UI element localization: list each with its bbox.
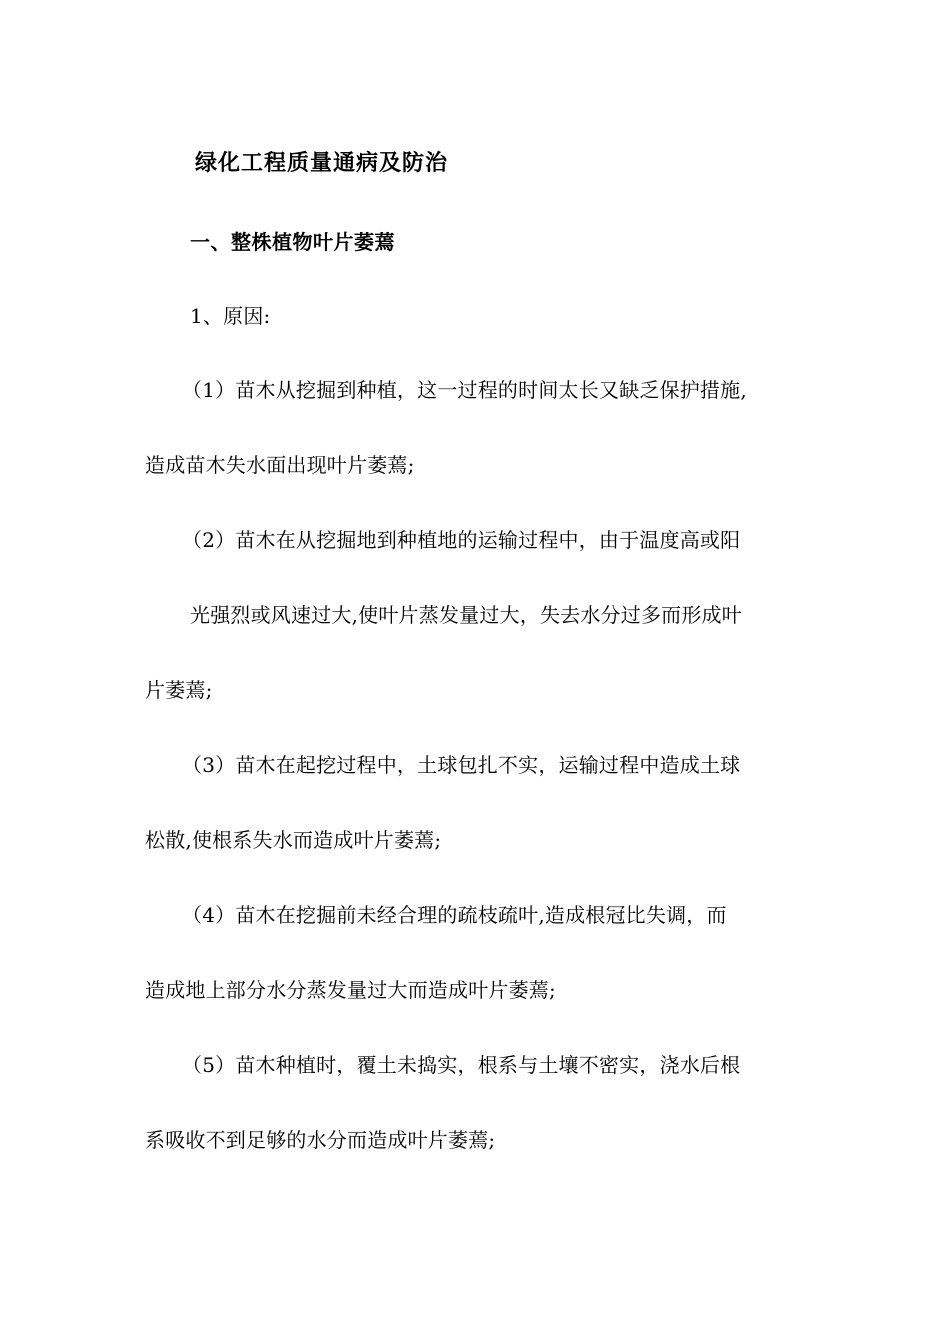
paragraph-line: （4）苗木在挖掘前未经合理的疏枝疏叶,造成根冠比失调，而 [182,903,727,927]
subsection-label: 1、原因: [190,304,271,328]
paragraph-line: 松散,使根系失水而造成叶片萎蔫; [145,828,442,852]
paragraph-line: （5）苗木种植时，覆土未捣实，根系与土壤不密实，浇水后根 [182,1053,741,1077]
paragraph-line: 光强烈或风速过大,使叶片蒸发量过大，失去水分过多而形成叶 [190,603,742,627]
paragraph-line: （2）苗木在从挖掘地到种植地的运输过程中，由于温度高或阳 [182,528,741,552]
section-heading: 一、整株植物叶片萎蔫 [190,230,395,254]
paragraph-line: 造成苗木失水面出现叶片萎蔫; [145,453,415,477]
paragraph-line: （3）苗木在起挖过程中，土球包扎不实，运输过程中造成土球 [182,753,741,777]
paragraph-line: 造成地上部分水分蒸发量过大而造成叶片萎蔫; [145,978,556,1002]
paragraph-line: （1）苗木从挖掘到种植，这一过程的时间太长又缺乏保护措施, [182,378,747,402]
paragraph-line: 片萎蔫; [145,678,213,702]
page-title: 绿化工程质量通病及防治 [195,151,449,176]
paragraph-line: 系吸收不到足够的水分而造成叶片萎蔫; [145,1128,496,1152]
